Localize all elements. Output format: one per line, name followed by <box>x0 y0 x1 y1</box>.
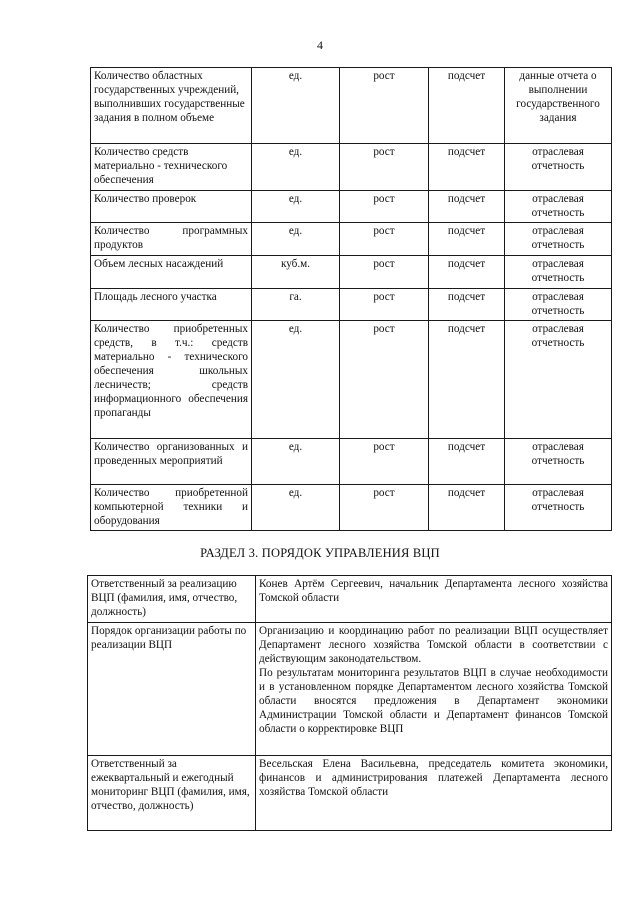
indicator-trend: рост <box>340 144 429 191</box>
table-row <box>91 223 612 256</box>
management-value: Весельская Елена Васильевна, председатель комитета экономики, финансов и администрирования платежей Департамента лесного хозяйства Томской области <box>256 756 612 831</box>
indicator-method: подсчет <box>429 439 505 485</box>
indicator-method: подсчет <box>429 191 505 223</box>
indicator-name: Количество приобретенной компьютерной техники и оборудования <box>91 485 252 531</box>
indicator-unit: куб.м. <box>252 256 340 289</box>
indicator-unit: ед. <box>252 439 340 485</box>
indicator-unit: ед. <box>252 321 340 439</box>
indicators-table <box>90 67 612 531</box>
indicator-unit: ед. <box>252 191 340 223</box>
indicator-trend: рост <box>340 321 429 439</box>
indicator-unit: ед. <box>252 68 340 144</box>
indicator-name: Количество областных государственных учреждений, выполнивших государственные задания в полном объеме <box>91 68 252 144</box>
indicator-method: подсчет <box>429 485 505 531</box>
indicator-unit: ед. <box>252 223 340 256</box>
table-row <box>88 623 612 756</box>
page-number: 4 <box>317 38 323 52</box>
table-row <box>91 289 612 321</box>
indicator-method: подсчет <box>429 68 505 144</box>
indicator-method: подсчет <box>429 144 505 191</box>
indicator-source: отраслевая отчетность <box>505 439 612 485</box>
indicator-unit: га. <box>252 289 340 321</box>
indicator-method: подсчет <box>429 223 505 256</box>
indicator-method: подсчет <box>429 289 505 321</box>
indicator-trend: рост <box>340 223 429 256</box>
table-row <box>91 321 612 439</box>
indicator-name: Количество проверок <box>91 191 252 223</box>
management-value: Конев Артём Сергеевич, начальник Департамента лесного хозяйства Томской области <box>256 576 612 623</box>
table-row <box>91 439 612 485</box>
management-value: Организацию и координацию работ по реализации ВЦП осуществляет Департамент лесного хозяйства Томской области в соответствии с действующим законодательством. <box>259 625 608 665</box>
indicator-method: подсчет <box>429 256 505 289</box>
indicator-trend: рост <box>340 256 429 289</box>
management-label: Порядок организации работы по реализации ВЦП <box>88 623 256 756</box>
indicator-trend: рост <box>340 68 429 144</box>
table-row <box>91 485 612 531</box>
indicator-trend: рост <box>340 289 429 321</box>
management-value-extra: По результатам мониторинга результатов ВЦП в случае необходимости и в установленном порядке Департаментом лесного хозяйства Томской области вносятся предложения в Департамент экономики Администрации Томской области и Департамент финансов Томской области о корректировке ВЦП <box>259 667 608 735</box>
table-row <box>91 191 612 223</box>
indicator-source: отраслевая отчетность <box>505 289 612 321</box>
indicator-source: отраслевая отчетность <box>505 191 612 223</box>
indicator-name: Объем лесных насаждений <box>91 256 252 289</box>
table-row <box>88 576 612 623</box>
indicator-source: отраслевая отчетность <box>505 223 612 256</box>
indicator-name: Площадь лесного участка <box>91 289 252 321</box>
indicator-trend: рост <box>340 485 429 531</box>
management-label: Ответственный за ежеквартальный и ежегодный мониторинг ВЦП (фамилия, имя, отчество, должность) <box>88 756 256 831</box>
indicator-source: данные отчета о выполнении государственного задания <box>505 68 612 144</box>
indicator-method: подсчет <box>429 321 505 439</box>
indicator-name: Количество организованных и проведенных мероприятий <box>91 439 252 485</box>
indicator-name: Количество приобретенных средств, в т.ч.: средств материально - технического обеспечения школьных лесничеств; средств информационного обеспечения пропаганды <box>91 321 252 439</box>
indicator-unit: ед. <box>252 144 340 191</box>
indicator-source: отраслевая отчетность <box>505 485 612 531</box>
table-row <box>88 756 612 831</box>
indicator-name: Количество средств материально - технического обеспечения <box>91 144 252 191</box>
table-row <box>91 256 612 289</box>
indicator-name: Количество программных продуктов <box>91 223 252 256</box>
management-label: Ответственный за реализацию ВЦП (фамилия, имя, отчество, должность) <box>88 576 256 623</box>
management-value-cell <box>256 623 612 756</box>
indicator-source: отраслевая отчетность <box>505 321 612 439</box>
table-row <box>91 144 612 191</box>
section-title: РАЗДЕЛ 3. ПОРЯДОК УПРАВЛЕНИЯ ВЦП <box>200 546 440 560</box>
indicator-unit: ед. <box>252 485 340 531</box>
table-row <box>91 68 612 144</box>
indicator-trend: рост <box>340 191 429 223</box>
indicator-trend: рост <box>340 439 429 485</box>
indicator-source: отраслевая отчетность <box>505 144 612 191</box>
indicator-source: отраслевая отчетность <box>505 256 612 289</box>
management-table <box>87 575 612 831</box>
